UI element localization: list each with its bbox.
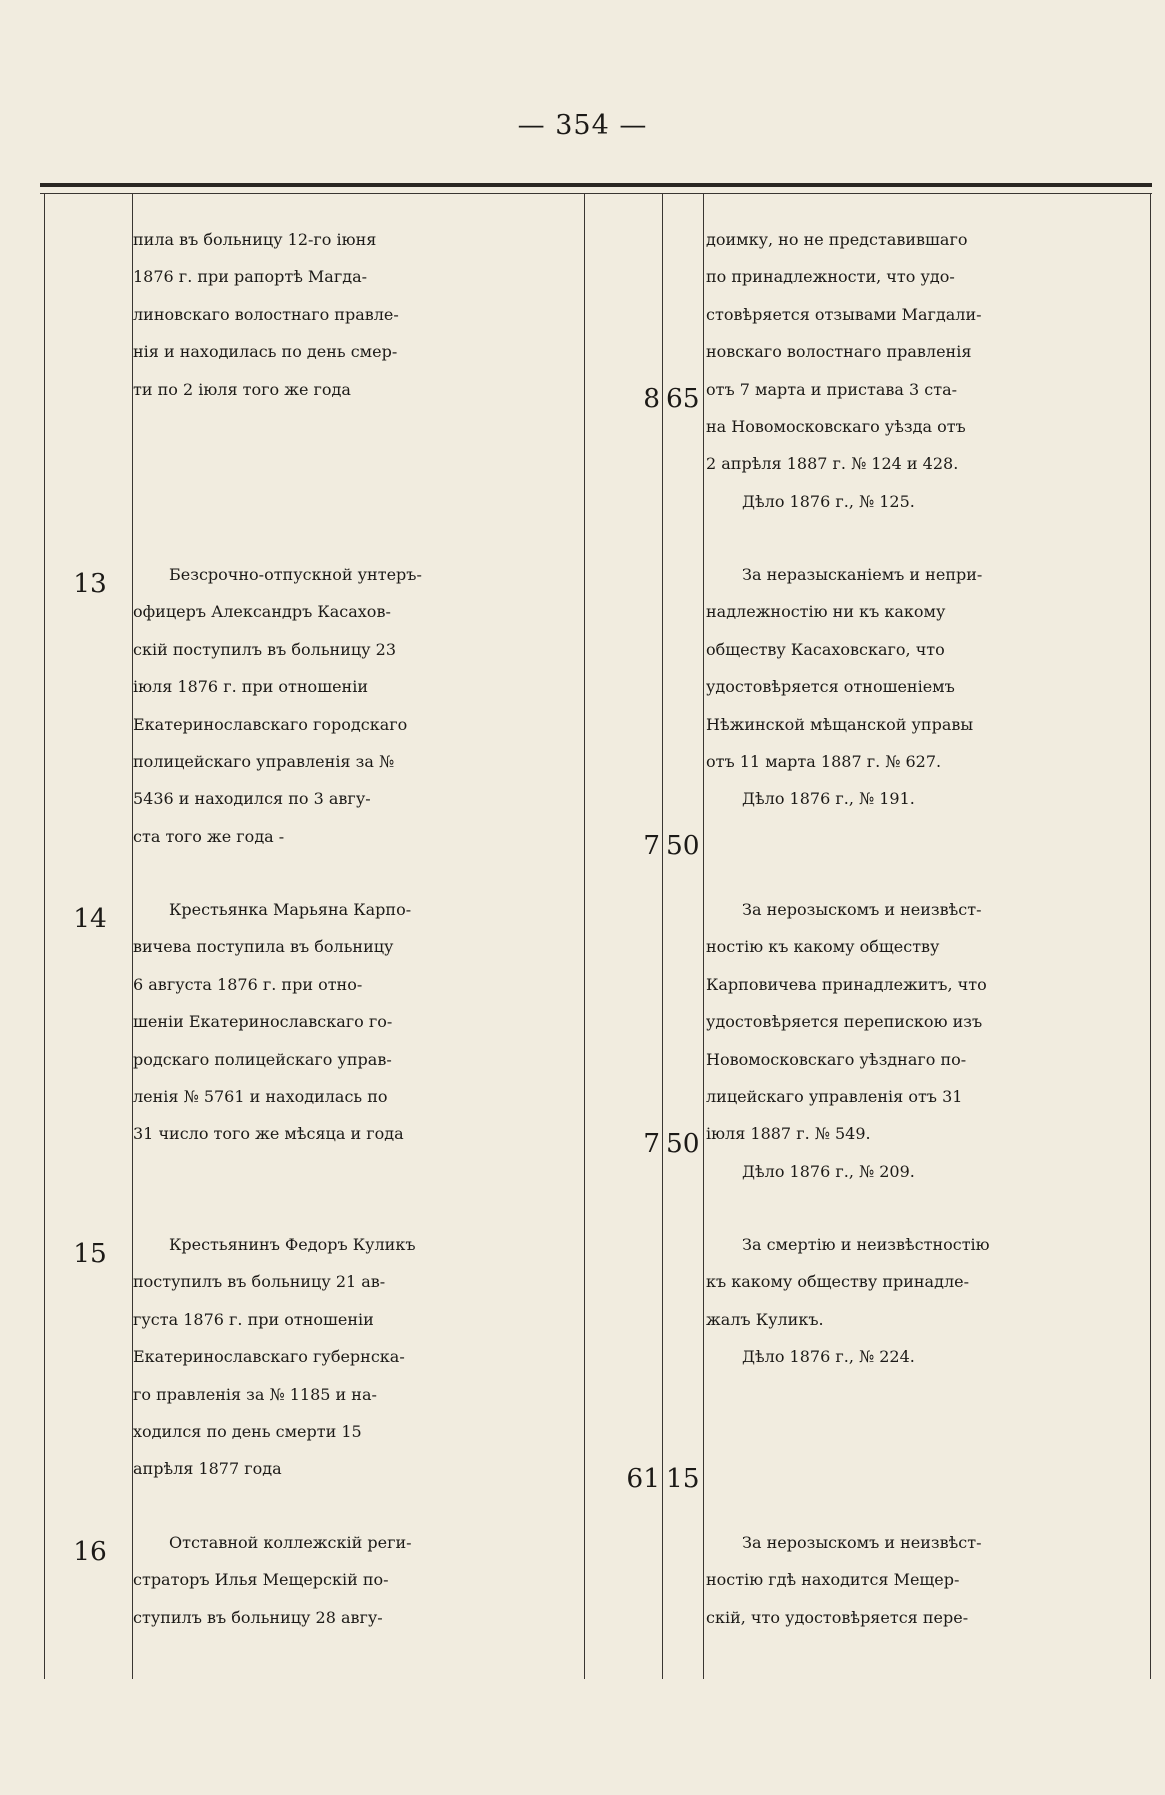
- amount-kopecks: 50: [666, 830, 700, 861]
- table-top-rule-thin: [40, 193, 1152, 194]
- entry-description: Отставной коллежскій реги- страторъ Илья Мещерскій по- ступилъ въ больницу 28 авгу-: [133, 1533, 412, 1627]
- amount-rubles: 8: [643, 383, 660, 414]
- column-rule-rubles: [662, 194, 663, 1679]
- amount-kopecks: 65: [666, 383, 700, 414]
- amount-rubles: 61: [626, 1463, 660, 1494]
- amount-kopecks: 15: [666, 1463, 700, 1494]
- column-rule-left: [44, 194, 45, 1679]
- entry-number: 16: [73, 1536, 107, 1567]
- entry-description: Безсрочно-отпускной унтеръ- офицеръ Александръ Касахов- скій поступилъ въ больницу 23 іюля 1876 г. при отношеніи Екатеринославскаго городскаго полицейскаго управленія за № 5436 и находился по 3 авгу- ста того же года -: [133, 565, 422, 846]
- amount-rubles: 7: [643, 1128, 660, 1159]
- entry-reason: За неразысканіемъ и непри- надлежностію ни къ какому обществу Касаховскаго, что удостовѣряется отношеніемъ Нѣжинской мѣщанской управы отъ 11 марта 1887 г. № 627. Дѣло 1876 г., № 191.: [706, 565, 983, 809]
- entry-description: пила въ больницу 12-го іюня 1876 г. при рапортѣ Магда- линовскаго волостнаго правле- нія и находилась по день смер- ти по 2 іюля того же года: [133, 230, 399, 399]
- amount-kopecks: 50: [666, 1128, 700, 1159]
- column-rule-right: [1150, 194, 1151, 1679]
- entry-number: 14: [73, 903, 107, 934]
- entry-reason: За нерозыскомъ и неизвѣст- ностію гдѣ находится Мещер- скій, что удостовѣряется пере-: [706, 1533, 982, 1627]
- entry-reason: За нерозыскомъ и неизвѣст- ностію къ какому обществу Карповичева принадлежитъ, что удостовѣряется перепискою изъ Новомосковскаго уѣзднаго по- лицейскаго управленія отъ 31 іюля 1887 г. № 549. Дѣло 1876 г., № 209.: [706, 900, 987, 1181]
- entry-number: 13: [73, 568, 107, 599]
- table-top-rule: [40, 183, 1152, 187]
- entry-reason: За смертію и неизвѣстностію къ какому обществу принадле- жалъ Куликъ. Дѣло 1876 г., № 224.: [706, 1235, 990, 1367]
- page-number: — 354 —: [517, 110, 648, 141]
- amount-rubles: 7: [643, 830, 660, 861]
- entry-description: Крестьянинъ Федоръ Куликъ поступилъ въ больницу 21 ав- густа 1876 г. при отношеніи Екатеринославскаго губернска- го правленія за № 1185 и на- ходился по день смерти 15 апрѣля 1877 года: [133, 1235, 416, 1479]
- entry-reason: доимку, но не представившаго по принадлежности, что удо- стовѣряется отзывами Магдали- новскаго волостнаго правленія отъ 7 марта и пристава 3 ста- на Новомосковскаго уѣзда отъ 2 апрѣля 1887 г. № 124 и 428. Дѣло 1876 г., № 125.: [706, 230, 982, 511]
- column-rule-description: [584, 194, 585, 1679]
- entry-number: 15: [73, 1238, 107, 1269]
- entry-description: Крестьянка Марьяна Карпо- вичева поступила въ больницу 6 августа 1876 г. при отно- шеніи Екатеринославскаго го- родскаго полицейскаго управ- ленія № 5761 и находилась по 31 число того же мѣсяца и года: [133, 900, 412, 1144]
